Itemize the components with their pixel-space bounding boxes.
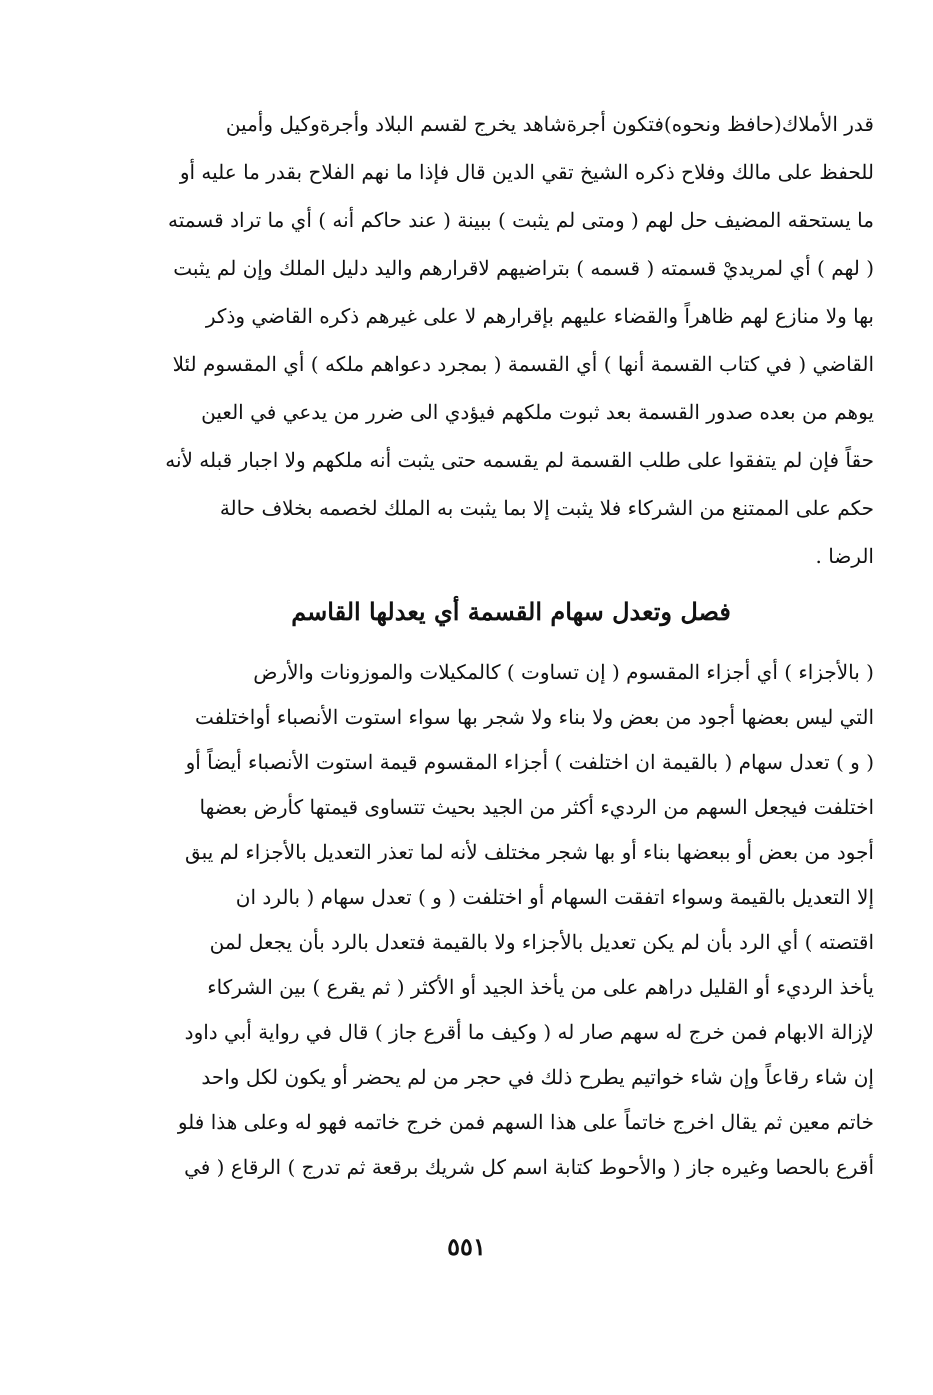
- text-line: ( لهم ) أي لمريديْ قسمته ( قسمه ) بتراضيهم لاقرارهم واليد دليل الملك وإن لم يثبت: [173, 256, 874, 280]
- text-line: خاتم معين ثم يقال اخرج خاتماً على هذا السهم فمن خرج خاتمه فهو له وعلى هذا فلو: [177, 1110, 874, 1134]
- text-line: حكم على الممتنع من الشركاء فلا يثبت إلا بما يثبت به الملك لخصمه بخلاف حالة: [219, 496, 874, 520]
- text-line: للحفظ على مالك وفلاح ذكره الشيخ تقي الدين قال فإذا ما نهم الفلاح بقدر ما عليه أو: [179, 160, 874, 184]
- text-line: أجود من بعض أو ببعضها بناء أو بها شجر مختلف لأنه لما تعذر التعديل بالأجزاء لم يبق: [184, 840, 874, 864]
- paragraph-1: [148, 100, 874, 580]
- text-line: بها ولا منازع لهم ظاهراً والقضاء عليهم بإقرارهم لا على غيرهم ذكره القاضي وذكر: [205, 304, 874, 328]
- text-line: ( و ) تعدل سهام ( بالقيمة ان اختلفت ) أجزاء المقسوم قيمة استوت الأنصباء أيضاً أو: [185, 750, 874, 774]
- text-line: إلا التعديل بالقيمة وسواء اتفقت السهام أو اختلفت ( و ) تعدل سهام ( بالرد ان: [235, 885, 874, 909]
- text-line: الرضا .: [815, 544, 874, 568]
- text-line: اقتصته ) أي الرد بأن لم يكن تعديل بالأجزاء ولا بالقيمة فتعدل بالرد بأن يجعل لمن: [209, 930, 874, 954]
- page-number: ٥٥١: [447, 1232, 486, 1261]
- text-line: القاضي ( في كتاب القسمة أنها ) أي القسمة ( بمجرد دعواهم ملكه ) أي المقسوم لئلا: [172, 352, 874, 376]
- paragraph-2: [148, 650, 874, 1190]
- text-line: قدر الأملاك(حافظ ونحوه)فتكون أجرةشاهد يخرج لقسم البلاد وأجرةوكيل وأمين: [225, 112, 874, 136]
- text-line: يأخذ الرديء أو القليل دراهم على من يأخذ الجيد أو الأكثر ( ثم يقرع ) بين الشركاء: [207, 975, 874, 999]
- text-line: حقاً فإن لم يتفقوا على طلب القسمة لم يقسمه حتى يثبت أنه ملكهم ولا اجبار قبله لأنه: [165, 448, 874, 472]
- text-line: لإزالة الابهام فمن خرج له سهم صار له ( وكيف ما أقرع جاز ) قال في رواية أبي داود: [184, 1020, 874, 1044]
- text-line: اختلفت فيجعل السهم من الرديء أكثر من الجيد بحيث تتساوى قيمتها كأرض بعضها: [199, 795, 874, 819]
- text-line: ما يستحقه المضيف حل لهم ( ومتى لم يثبت ) ببينة ( عند حاكم أنه ) أي ما تراد قسمته: [168, 208, 874, 232]
- text-line: أقرع بالحصا وغيره جاز ( والأحوط كتابة اسم كل شريك برقعة ثم تدرج ) الرقاع ( في: [184, 1155, 874, 1179]
- text-line: ( بالأجزاء ) أي أجزاء المقسوم ( إن تساوت ) كالمكيلات والموزونات والأرض: [253, 660, 874, 684]
- text-line: يوهم من بعده صدور القسمة بعد ثبوت ملكهم فيؤدي الى ضرر من يدعي في العين: [201, 400, 874, 424]
- text-line: التي ليس بعضها أجود من بعض ولا بناء ولا شجر بها سواء استوت الأنصباء أواختلفت: [195, 705, 874, 729]
- text-line: إن شاء رقاعاً وإن شاء خواتيم يطرح ذلك في حجر من لم يحضر أو يكون لكل واحد: [201, 1065, 874, 1089]
- section-heading: فصل وتعدل سهام القسمة أي يعدلها القاسم: [291, 597, 731, 626]
